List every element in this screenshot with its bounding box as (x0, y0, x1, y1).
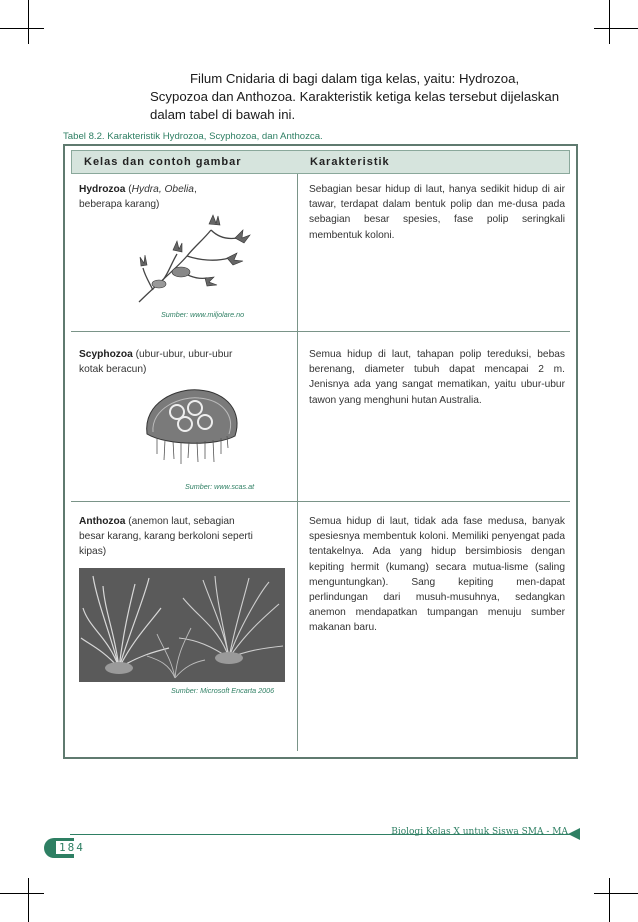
scyphozoa-name: Scyphozoa (79, 349, 133, 360)
jellyfish-illustration (137, 386, 245, 466)
crop-mark (609, 878, 610, 922)
crop-mark (609, 0, 610, 44)
anthozoa-name: Anthozoa (79, 516, 126, 527)
crop-mark (594, 893, 638, 894)
hydrozoa-image (129, 214, 259, 306)
column-divider (297, 174, 298, 751)
characteristics-table (63, 144, 578, 759)
scyphozoa-source: Sumber: www.scas.at (185, 482, 255, 491)
hydrozoa-examples: Hydra, Obelia (131, 184, 194, 195)
crop-mark (0, 28, 44, 29)
hydrozoa-cell (79, 182, 287, 212)
anthozoa-line-2: besar karang, karang berkoloni seperti (79, 531, 253, 542)
header-characteristics: Karakteristik (310, 156, 390, 168)
intro-line-3: dalam tabel di bawah ini. (150, 107, 296, 122)
anthozoa-line-1 (79, 514, 287, 529)
scyphozoa-line-2: kotak beracun) (79, 364, 147, 375)
scyphozoa-line-1 (79, 347, 287, 362)
intro-line (150, 70, 586, 88)
intro-line-2: Scypozoa dan Anthozoa. Karakteristik ketiga kelas tersebut dijelaskan (150, 89, 560, 104)
anthozoa-source: Sumber: Microsoft Encarta 2006 (171, 686, 275, 695)
anthozoa-cell (79, 514, 287, 559)
header-class: Kelas dan contoh gambar (84, 156, 242, 168)
table-caption: Tabel 8.2. Karakteristik Hydrozoa, Scyphozoa, dan Anthozca. (63, 131, 323, 142)
crop-mark (28, 0, 29, 44)
hydrozoa-text: ( (125, 184, 132, 195)
anthozoa-image (79, 568, 285, 682)
page-number: 184 (56, 841, 88, 854)
table-header (71, 150, 570, 174)
scyphozoa-text: (ubur-ubur, ubur-ubur (132, 349, 233, 360)
hydrozoa-illustration (129, 214, 259, 306)
anthozoa-text: (anemon laut, sebagian (125, 516, 235, 527)
hydrozoa-line-2: beberapa karang) (79, 199, 160, 210)
sea-anemone-illustration (79, 568, 285, 682)
anthozoa-line-3: kipas) (79, 546, 107, 557)
intro-paragraph (150, 70, 586, 124)
footer-triangle-icon (568, 828, 580, 840)
row-divider (71, 501, 570, 502)
scyphozoa-image (137, 386, 245, 466)
anthozoa-characteristics: Semua hidup di laut, tidak ada fase medusa, banyak spesiesnya membentuk koloni. Memiliki penyengat pada tentakelnya. Ada yang hidup bersimbiosis dengan kepiting hermit (kumang) secara mutua-lisme (saling menguntungkan). Sang kepiting men-dapat perlindungan dari musuh-musuhnya, sedangkan anemon mendapatkan tumpangan menuju sumber makanan baru. (309, 516, 565, 634)
scyphozoa-characteristics: Semua hidup di laut, tahapan polip tereduksi, bebas berenang, diameter tubuh dapat mencapai 2 m. Jenisnya ada yang sangat mematikan, yaitu ubur-ubur tawon yang menghuni hutan Australia. (309, 349, 565, 406)
intro-line-1: Filum Cnidaria di bagi dalam tiga kelas, yaitu: Hydrozoa, (190, 71, 520, 86)
scyphozoa-cell (79, 347, 287, 377)
crop-mark (0, 893, 44, 894)
hydrozoa-name: Hydrozoa (79, 184, 126, 195)
hydrozoa-characteristics: Sebagian besar hidup di laut, hanya sedikit hidup di air tawar, terdapat dalam bentuk polip dan me-dusa pada sebagian besar spesies, fase polip seringkali membentuk koloni. (309, 184, 565, 241)
running-title: Biologi Kelas X untuk Siswa SMA - MA (391, 827, 568, 837)
hydrozoa-source: Sumber: www.miljolare.no (161, 310, 245, 319)
hydrozoa-line-1 (79, 182, 287, 197)
crop-mark (28, 878, 29, 922)
row-divider (71, 331, 570, 332)
hydrozoa-comma: , (193, 184, 197, 195)
crop-mark (594, 28, 638, 29)
